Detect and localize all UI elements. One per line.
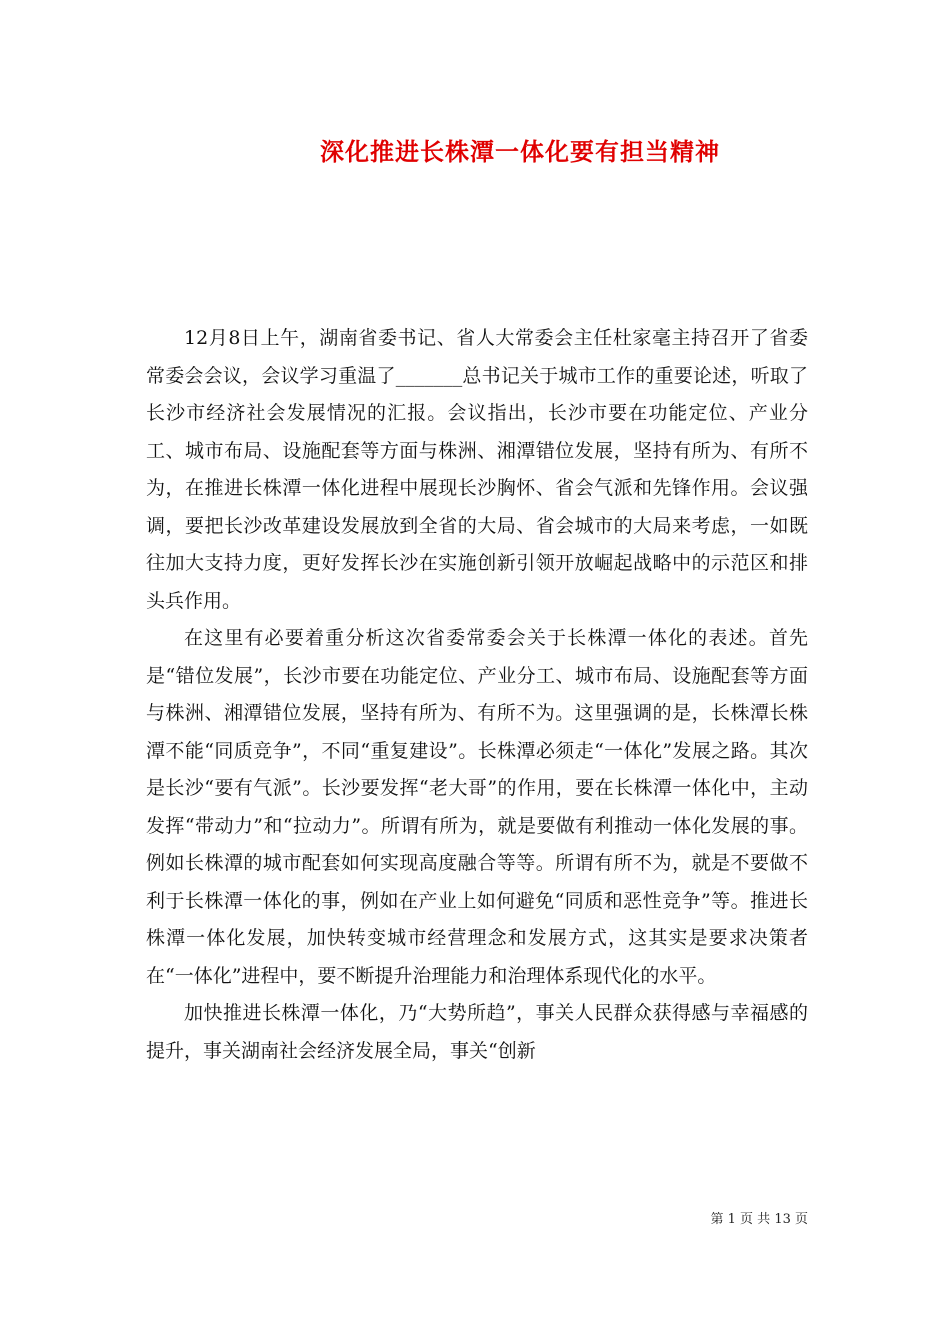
paragraph-3: 加快推进长株潭一体化，乃“大势所趋”，事关人民群众获得感与幸福感的提升，事关湖南社会经济发展全局，事关“创新 bbox=[146, 1002, 808, 1062]
paragraph-2: 在这里有必要着重分析这次省委常委会关于长株潭一体化的表述。首先是“错位发展”，长沙市要在功能定位、产业分工、城市布局、设施配套等方面与株洲、湘潭错位发展，坚持有所为、有所不为。这里强调的是，长株潭长株潭不能“同质竞争”，不同“重复建设”。长株潭必须走“一体化”发展之路。其次是长沙“要有气派”。长沙要发挥“老大哥”的作用，要在长株潭一体化中，主动发挥“带动力”和“拉动力”。所谓有所为，就是要做有利推动一体化发展的事。例如长株潭的城市配套如何实现高度融合等等。所谓有所不为，就是不要做不利于长株潭一体化的事，例如在产业上如何避免“同质和恶性竞争”等。推进长株潭一体化发展，加快转变城市经营理念和发展方式，这其实是要求决策者在“一体化”进程中，要不断提升治理能力和治理体系现代化的水平。 bbox=[146, 627, 808, 987]
paragraph-1: 12月8日上午，湖南省委书记、省人大常委会主任杜家毫主持召开了省委常委会会议，会议学习重温了_______总书记关于城市工作的重要论述，听取了长沙市经济社会发展情况的汇报。会议指出，长沙市要在功能定位、产业分工、城市布局、设施配套等方面与株洲、湘潭错位发展，坚持有所为、有所不为，在推进长株潭一体化进程中展现长沙胸怀、省会气派和先锋作用。会议强调，要把长沙改革建设发展放到全省的大局、省会城市的大局来考虑，一如既往加大支持力度，更好发挥长沙在实施创新引领开放崛起战略中的示范区和排头兵作用。 bbox=[146, 327, 808, 612]
page-number: 第 1 页 共 13 页 bbox=[710, 1212, 808, 1227]
document-body bbox=[146, 320, 808, 1070]
document-title: 深化推进长株潭一体化要有担当精神 bbox=[320, 137, 720, 166]
